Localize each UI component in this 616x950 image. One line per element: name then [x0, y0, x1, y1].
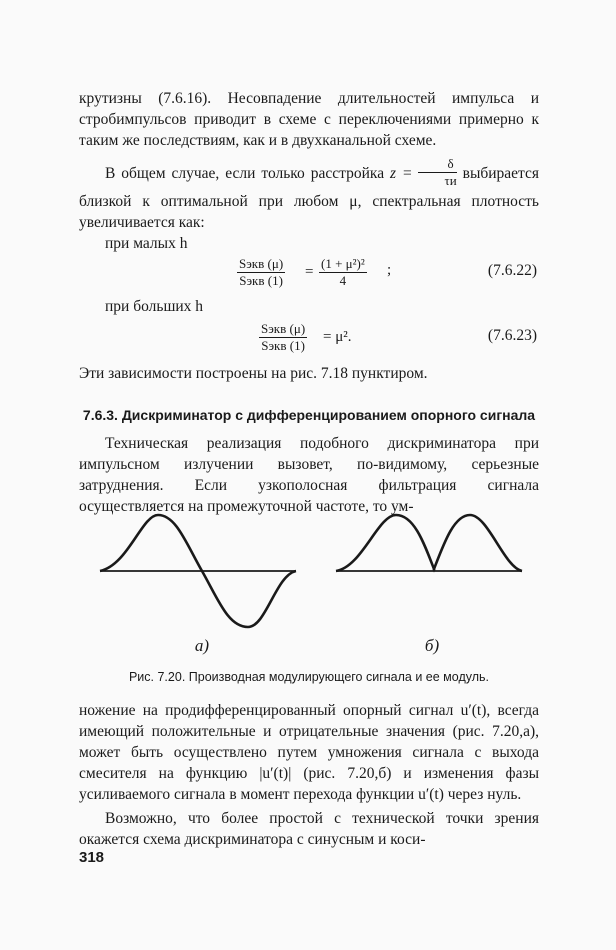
paragraph-6: Возможно, что более простой с технической точки зрения окажется схема дискриминатора с синусным и коси-	[79, 810, 539, 848]
equation-7-6-22: Sэкв (μ) Sэкв (1) = $\frac{\text{(1 + μ²)²}}{4}$ ; (7.6.22)	[239, 256, 537, 288]
page-body	[79, 88, 539, 517]
eq2-lhs: Sэкв (μ) Sэкв (1)	[261, 321, 306, 353]
equation-number: (7.6.23)	[487, 327, 537, 344]
paragraph-4: Техническая реализация подобного дискриминатора при импульсном излучении вызовет, по-видимому, серьезные затруднения. Если узкополосная фильтрация сигнала осуществляется на промежуточной частоте, то ум-	[79, 435, 539, 515]
waveform-modulus	[336, 515, 522, 571]
page-number: 318	[79, 849, 105, 866]
paragraph-2: В общем случае, если только расстройка z = $\frac{\delta}{\tau и}$ выбирается близкой к оптимальной при любом μ, спектральная плотность увеличивается как:	[79, 156, 540, 231]
equation-number: (7.6.22)	[487, 262, 537, 279]
equation-7-6-23: Sэкв (μ) Sэкв (1) = μ². (7.6.23)	[261, 321, 537, 353]
figure-label-b: б)	[424, 636, 440, 655]
paragraph-1: крутизны (7.6.16). Несовпадение длительностей импульса и стробимпульсов приводит в схеме с переключениями примерно к таким же последствиям, как и в двухканальной схеме.	[79, 90, 539, 149]
detuning-fraction: $\frac{\delta}{\tau и}$	[418, 156, 456, 189]
large-h-label: при больших h	[105, 298, 204, 315]
figure-caption: Рис. 7.20. Производная модулирующего сигнала и ее модуль.	[128, 670, 490, 684]
eq1-lhs: Sэкв (μ) Sэкв (1)	[239, 256, 284, 288]
figure-7-20	[80, 505, 540, 665]
figure-label-a: а)	[194, 636, 210, 655]
waveform-derivative	[100, 515, 296, 627]
paragraph-3: Эти зависимости построены на рис. 7.18 пунктиром.	[79, 365, 428, 382]
modulus-curve	[336, 515, 522, 571]
paragraph-5: ножение на продифференцированный опорный сигнал u′(t), всегда имеющий положительные и отрицательные значения (рис. 7.20,а), может быть осуществлено путем умножения сигнала с выхода смесителя на функцию |u′(t)| (рис. 7.20,б) и изменения фазы усиливаемого сигнала в момент перехода функции u′(t) через нуль.	[79, 702, 539, 803]
small-h-label: при малых h	[105, 235, 188, 252]
eq1-rhs: $\frac{\text{(1 + μ²)²}}{4}$	[321, 256, 365, 288]
page-body-continued	[79, 700, 539, 850]
section-heading: 7.6.3. Дискриминатор с дифференцированием опорного сигнала	[82, 407, 536, 423]
